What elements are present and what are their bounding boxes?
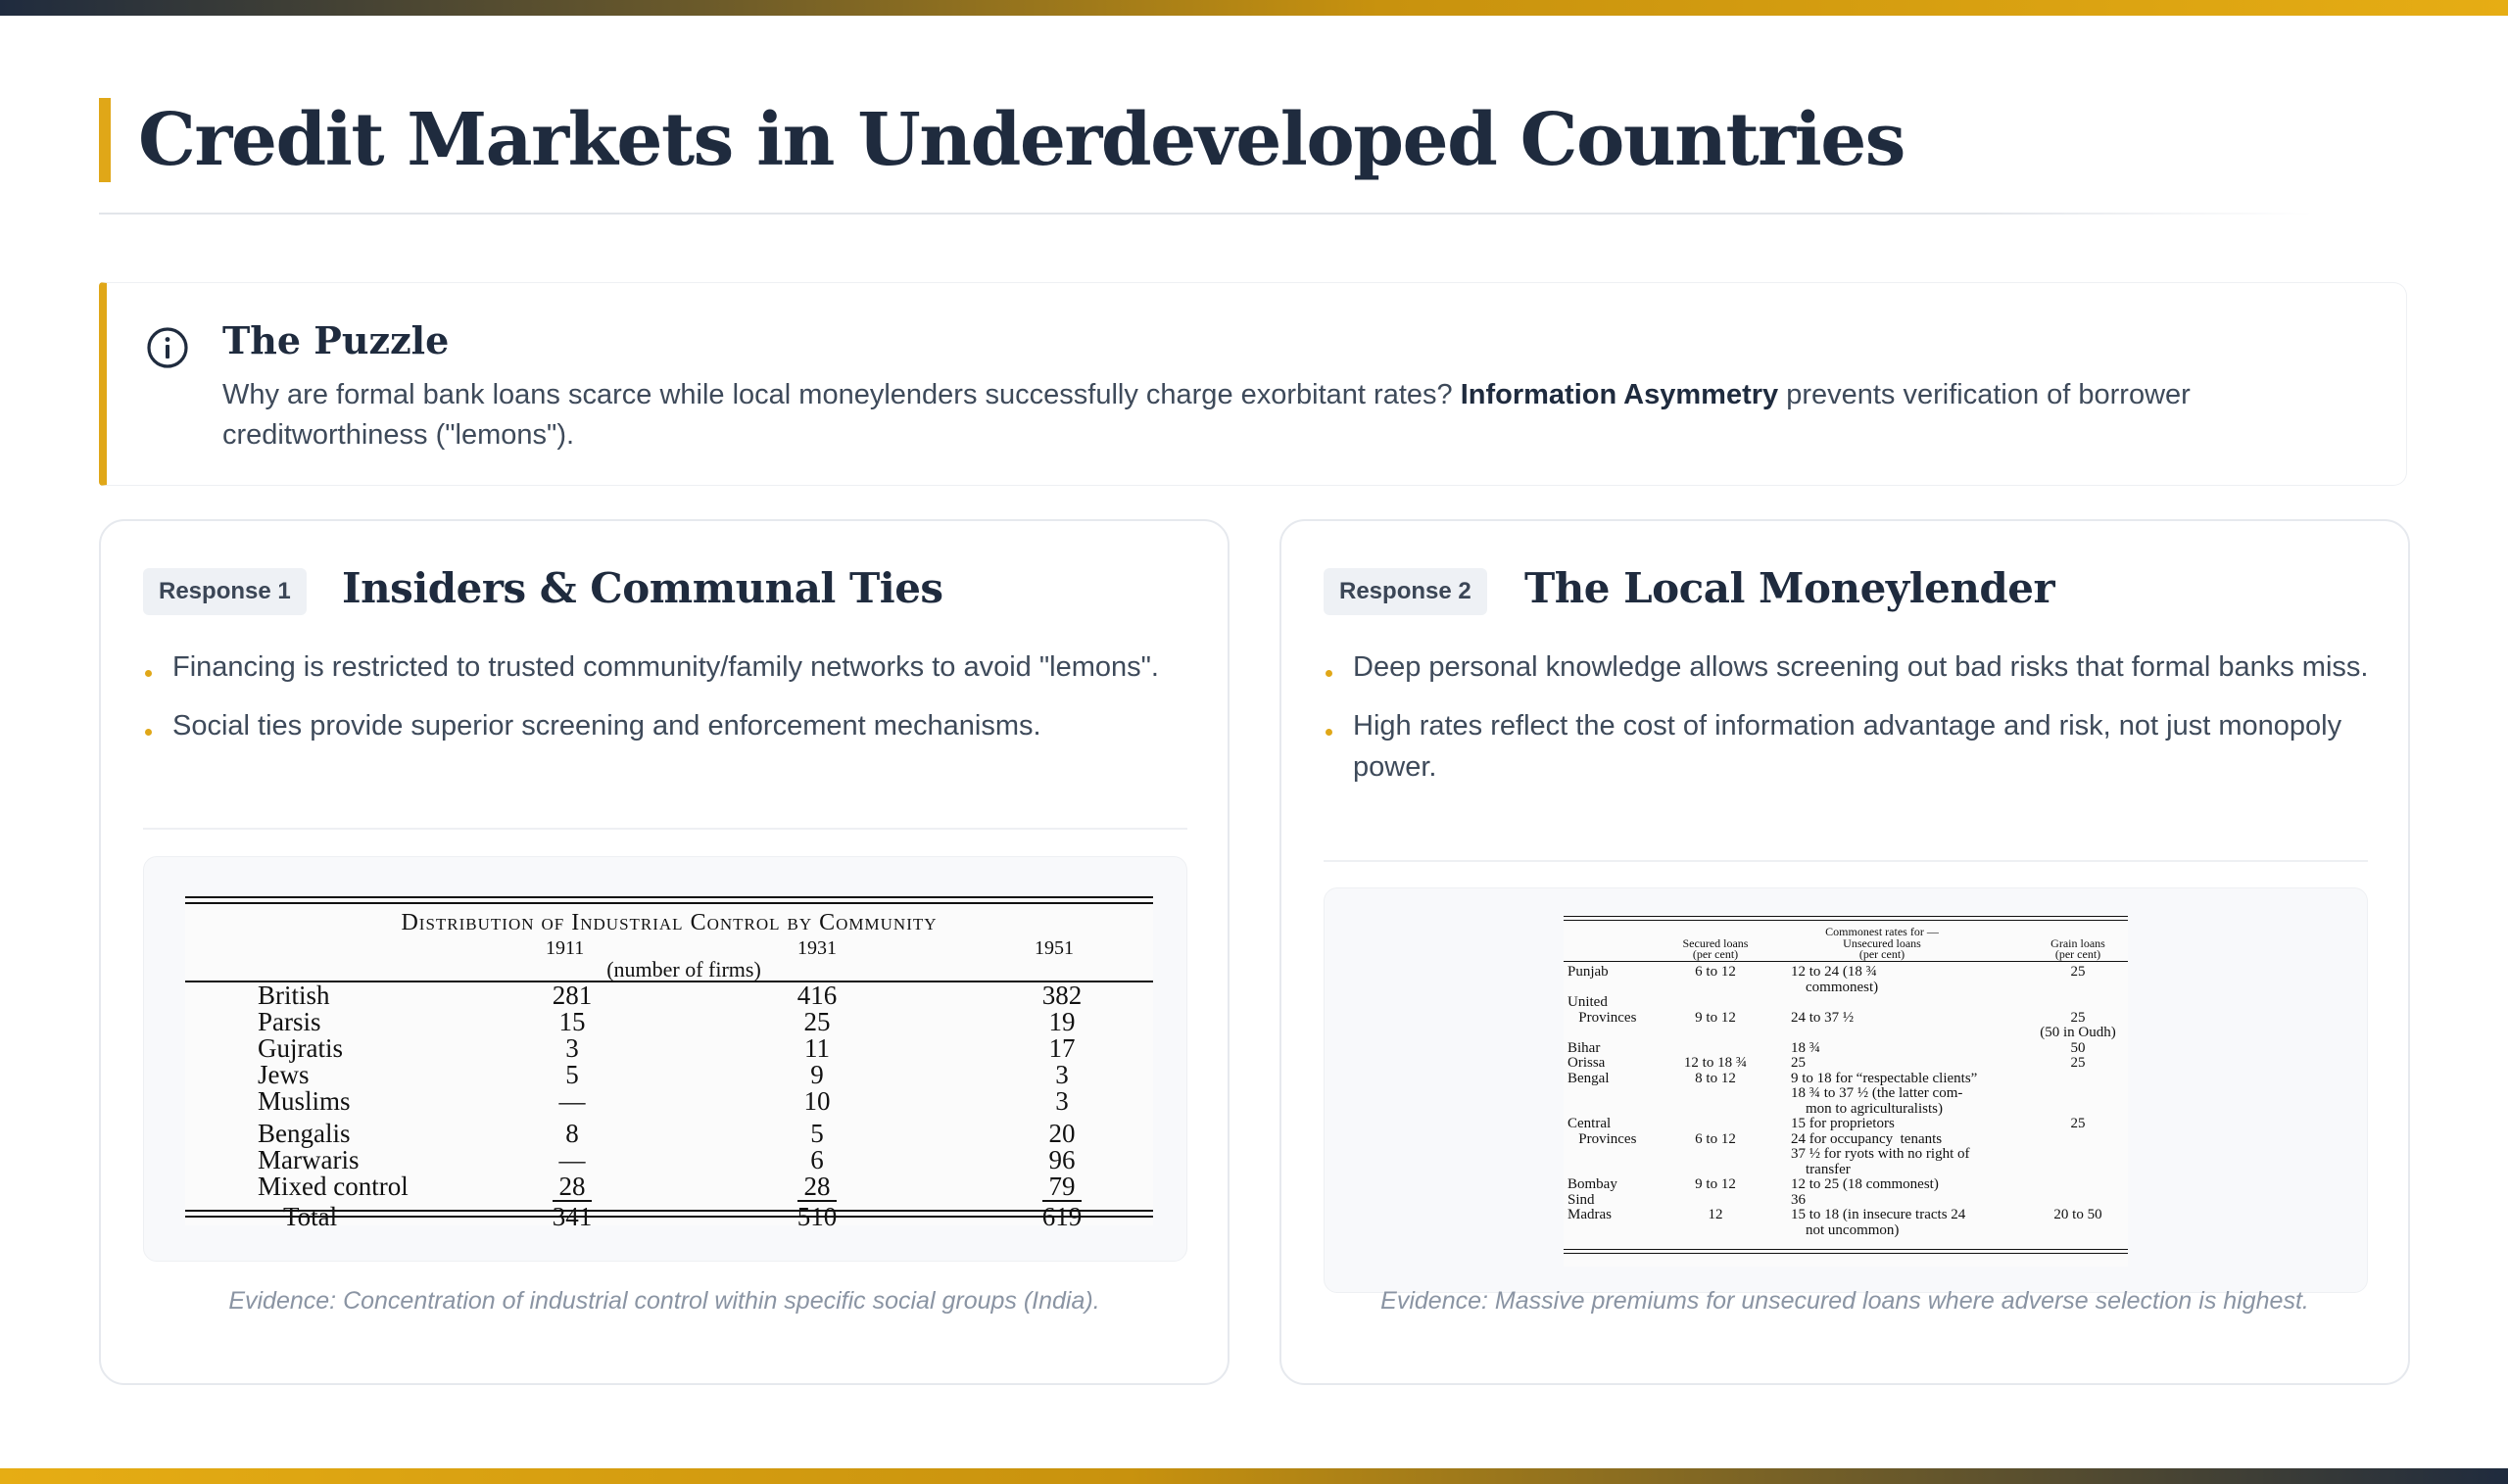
subtotal-rule bbox=[797, 1200, 837, 1202]
table-rule bbox=[1564, 1253, 2128, 1254]
table-cell: 9 to 12 bbox=[1695, 1009, 1736, 1026]
table-row bbox=[185, 1173, 1153, 1200]
table-cell-value: 8 bbox=[565, 1119, 579, 1148]
table-cell-value: 6 bbox=[810, 1145, 824, 1174]
response-badge: Response 2 bbox=[1324, 568, 1487, 615]
table-cell-value: 25 bbox=[803, 1007, 831, 1036]
table-cell: commonest) bbox=[1791, 979, 1879, 995]
puzzle-text-bold: Information Asymmetry bbox=[1460, 379, 1779, 410]
puzzle-text-after: prevents verification of borrower creditworthiness ("lemons"). bbox=[222, 379, 2191, 451]
table-cell: transfer bbox=[1791, 1161, 1851, 1177]
response-card-2 bbox=[1279, 519, 2410, 1385]
table-cell: Bombay bbox=[1568, 1176, 1617, 1192]
table-row bbox=[185, 1088, 1153, 1115]
table-cell: 25 bbox=[1791, 1055, 1806, 1071]
table-cell: 25 bbox=[2070, 1055, 2086, 1071]
table-header: (per cent) bbox=[1858, 947, 1905, 961]
evidence-caption: Evidence: Massive premiums for unsecured loans where adverse selection is highest. bbox=[1380, 1287, 2309, 1315]
table-rule bbox=[185, 1216, 1153, 1218]
response-bullets bbox=[1324, 646, 2372, 805]
table-cell: Orissa bbox=[1568, 1055, 1606, 1071]
table-cell-value: 10 bbox=[803, 1086, 831, 1116]
table-cell-value: 19 bbox=[1048, 1007, 1076, 1036]
table-cell: 18 ¾ bbox=[1791, 1039, 1820, 1056]
response-card-1 bbox=[99, 519, 1230, 1385]
card-divider bbox=[1324, 860, 2368, 862]
table-cell-value: 20 bbox=[1048, 1119, 1076, 1148]
table-cell: 25 bbox=[2070, 964, 2086, 980]
table-cell: 15 for proprietors bbox=[1791, 1116, 1895, 1131]
response-title: The Local Moneylender bbox=[1524, 564, 2055, 612]
community-control-table bbox=[185, 896, 1153, 1231]
table-cell-name: Jews bbox=[258, 1060, 310, 1089]
table-row bbox=[185, 1035, 1153, 1062]
table-row bbox=[185, 1121, 1153, 1147]
table-header: Commonest rates for — bbox=[1825, 925, 1939, 938]
table-cell-value: — bbox=[558, 1086, 586, 1116]
table-cell: Madras bbox=[1568, 1207, 1612, 1222]
table-cell: Bengal bbox=[1568, 1070, 1610, 1086]
table-cell-name: Bengalis bbox=[258, 1119, 351, 1148]
table-cell-name: Total bbox=[283, 1202, 338, 1231]
table-cell: Provinces bbox=[1568, 1009, 1637, 1026]
table-cell: 9 to 18 for “respectable clients” bbox=[1791, 1070, 1978, 1086]
table-cell-value: 382 bbox=[1041, 981, 1083, 1010]
table-cell: 12 to 18 ¾ bbox=[1683, 1055, 1748, 1071]
table-cell: (50 in Oudh) bbox=[2040, 1025, 2116, 1040]
table-cell: mon to agriculturalists) bbox=[1791, 1100, 1943, 1117]
table-year: 1931 bbox=[797, 937, 837, 959]
table-cell-value: 5 bbox=[565, 1060, 579, 1089]
table-cell: 12 bbox=[1708, 1207, 1723, 1222]
table-cell-value: 9 bbox=[810, 1060, 824, 1089]
info-icon bbox=[146, 326, 189, 369]
table-cell-name: Gujratis bbox=[258, 1033, 343, 1063]
puzzle-text bbox=[222, 375, 2368, 455]
table-header: (per cent) bbox=[2054, 947, 2101, 961]
table-rule bbox=[185, 896, 1153, 898]
table-cell: 6 to 12 bbox=[1695, 964, 1736, 980]
page-title: Credit Markets in Underdeveloped Countries bbox=[138, 98, 1905, 182]
evidence-caption: Evidence: Concentration of industrial control within specific social groups (India). bbox=[228, 1287, 1100, 1315]
table-cell: 20 to 50 bbox=[2053, 1207, 2102, 1222]
table-row bbox=[185, 1062, 1153, 1088]
subtotal-rule bbox=[553, 1200, 592, 1202]
table-cell: 18 ¾ to 37 ½ (the latter com- bbox=[1791, 1085, 1963, 1101]
table-row bbox=[185, 1147, 1153, 1173]
table-heading: Distribution of Industrial Control by Community bbox=[401, 910, 938, 935]
list-item: Financing is restricted to trusted community/family networks to avoid "lemons". bbox=[143, 646, 1191, 688]
table-cell: Sind bbox=[1568, 1191, 1595, 1208]
table-cell: 37 ½ for ryots with no right of bbox=[1791, 1146, 1970, 1162]
table-header: Unsecured loans bbox=[1843, 936, 1921, 950]
list-item: Deep personal knowledge allows screening out bad risks that formal banks miss. bbox=[1324, 646, 2372, 688]
table-rule bbox=[185, 1210, 1153, 1212]
table-cell-value: 3 bbox=[1055, 1060, 1069, 1089]
table-cell-name: British bbox=[258, 981, 330, 1010]
top-accent-bar bbox=[0, 0, 2508, 16]
table-row bbox=[185, 1009, 1153, 1035]
table-cell-value: 3 bbox=[1055, 1086, 1069, 1116]
table-cell: Bihar bbox=[1568, 1039, 1601, 1056]
table-rule bbox=[1564, 1249, 2128, 1250]
subtotal-rule bbox=[1042, 1200, 1082, 1202]
response-bullets bbox=[143, 646, 1191, 764]
table-year: 1951 bbox=[1035, 937, 1074, 959]
table-subheading: (number of firms) bbox=[606, 957, 761, 981]
table-rule bbox=[1564, 961, 2128, 962]
table-row bbox=[185, 982, 1153, 1009]
table-cell: 9 to 12 bbox=[1695, 1176, 1736, 1192]
title-divider bbox=[99, 213, 2313, 215]
table-header: (per cent) bbox=[1692, 947, 1739, 961]
response-title: Insiders & Communal Ties bbox=[342, 564, 943, 612]
table-cell: 36 bbox=[1791, 1191, 1806, 1208]
table-cell-value: — bbox=[558, 1145, 586, 1174]
list-item: Social ties provide superior screening and enforcement mechanisms. bbox=[143, 705, 1191, 746]
table-rule bbox=[1564, 916, 2128, 917]
response-badge: Response 1 bbox=[143, 568, 307, 615]
table-cell-name: Marwaris bbox=[258, 1145, 360, 1174]
list-item: High rates reflect the cost of information advantage and risk, not just monopoly power. bbox=[1324, 705, 2372, 788]
puzzle-callout bbox=[99, 282, 2407, 486]
table-cell: 25 bbox=[2070, 1116, 2086, 1131]
title-accent bbox=[99, 98, 111, 182]
table-cell: 25 bbox=[2070, 1009, 2086, 1026]
table-cell: Central bbox=[1568, 1116, 1612, 1131]
table-cell-value: 416 bbox=[796, 981, 838, 1010]
interest-rates-table bbox=[1564, 916, 2128, 1267]
table-cell-value: 79 bbox=[1048, 1172, 1076, 1201]
table-cell: United bbox=[1568, 994, 1608, 1010]
table-cell: Provinces bbox=[1568, 1130, 1637, 1147]
table-cell-value: 281 bbox=[552, 981, 593, 1010]
card-divider bbox=[143, 828, 1187, 830]
table-cell-value: 96 bbox=[1048, 1145, 1076, 1174]
table-cell: 24 for occupancy tenants bbox=[1791, 1130, 1943, 1147]
table-cell: 6 to 12 bbox=[1695, 1130, 1736, 1147]
table-cell: Punjab bbox=[1568, 964, 1609, 980]
table-cell: 8 to 12 bbox=[1695, 1070, 1736, 1086]
title-block bbox=[99, 98, 1905, 182]
evidence-figure bbox=[1324, 887, 2368, 1293]
table-cell-name: Parsis bbox=[258, 1007, 321, 1036]
table-cell: not uncommon) bbox=[1791, 1221, 1900, 1238]
bottom-accent-bar bbox=[0, 1468, 2508, 1484]
evidence-figure bbox=[143, 856, 1187, 1262]
table-header: Grain loans bbox=[2050, 936, 2105, 950]
table-year: 1911 bbox=[546, 937, 585, 959]
table-header: Secured loans bbox=[1682, 936, 1749, 950]
table-cell: 12 to 25 (18 commonest) bbox=[1791, 1176, 1939, 1192]
table-cell-value: 341 bbox=[552, 1202, 593, 1231]
table-cell-value: 28 bbox=[558, 1172, 586, 1201]
table-cell-name: Mixed control bbox=[258, 1172, 409, 1201]
table-cell-value: 28 bbox=[803, 1172, 831, 1201]
table-cell-value: 510 bbox=[796, 1202, 838, 1231]
table-rule bbox=[185, 902, 1153, 904]
table-cell-value: 15 bbox=[558, 1007, 586, 1036]
table-cell-value: 3 bbox=[565, 1033, 579, 1063]
table-cell-name: Muslims bbox=[258, 1086, 351, 1116]
table-cell-value: 11 bbox=[804, 1033, 830, 1063]
table-cell-value: 5 bbox=[810, 1119, 824, 1148]
table-cell-value: 17 bbox=[1048, 1033, 1076, 1063]
table-cell: 15 to 18 (in insecure tracts 24 bbox=[1791, 1207, 1966, 1222]
table-rule bbox=[1564, 920, 2128, 921]
table-cell-value: 619 bbox=[1041, 1202, 1083, 1231]
puzzle-title: The Puzzle bbox=[222, 318, 450, 362]
table-cell: 24 to 37 ½ bbox=[1791, 1009, 1855, 1026]
table-cell: 50 bbox=[2070, 1039, 2086, 1056]
table-cell: 12 to 24 (18 ¾ bbox=[1791, 964, 1877, 980]
puzzle-text-before: Why are formal bank loans scarce while local moneylenders successfully charge exorbitant rates? bbox=[222, 379, 1461, 410]
